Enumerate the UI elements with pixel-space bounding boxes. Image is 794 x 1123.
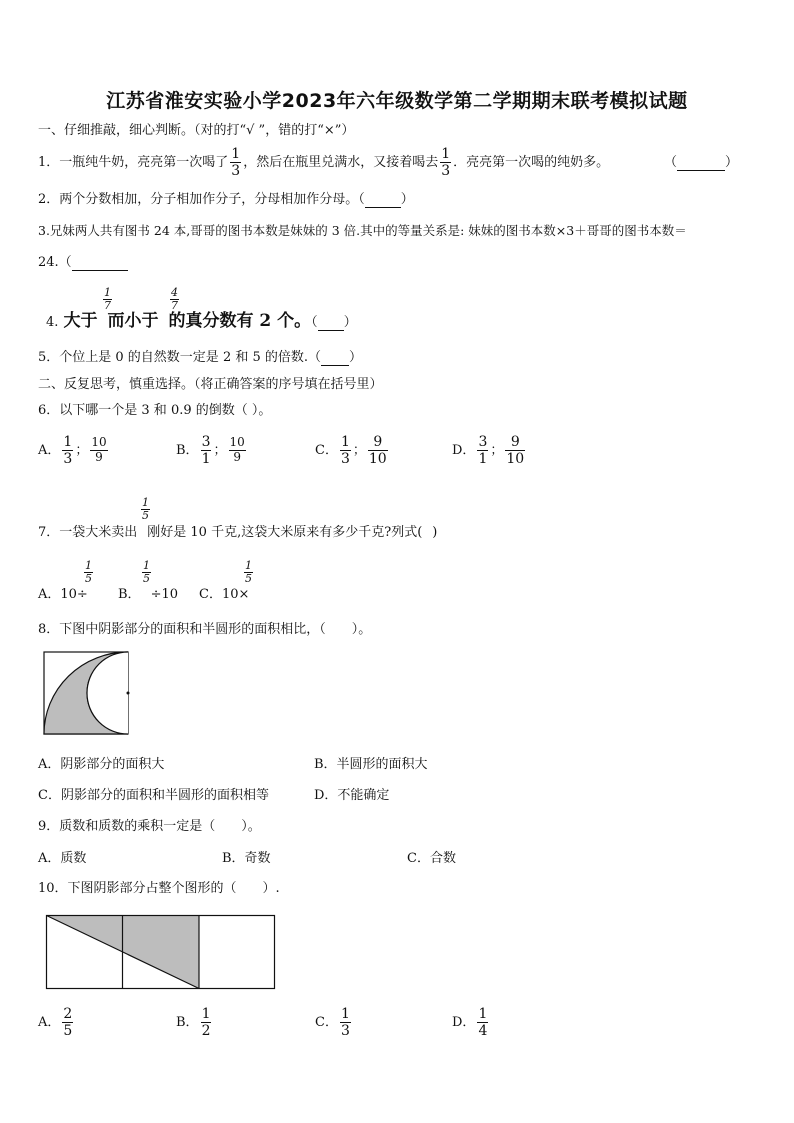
q7-option-a-fraction: 1 5 xyxy=(85,559,92,586)
q7-option-c-fraction: 1 5 xyxy=(245,559,252,586)
q8-figure xyxy=(42,650,130,736)
q10-option-b[interactable]: B． $\frac{1}{2}$ xyxy=(176,1006,211,1040)
question-5: 5．个位上是 0 的自然数一定是 2 和 5 的倍数.（ ） xyxy=(38,350,363,365)
q4-fraction-1: 1 7 xyxy=(104,286,111,313)
page-title: 江苏省淮安实验小学2023年六年级数学第二学期期末联考模拟试题 xyxy=(106,90,688,112)
q1-answer-blank[interactable]: （ ） xyxy=(664,155,739,170)
section2-heading: 二、反复思考，慎重选择。（将正确答案的序号填在括号里） xyxy=(38,377,383,392)
q8-option-c[interactable]: C．阴影部分的面积和半圆形的面积相等 xyxy=(38,788,269,803)
q10-figure xyxy=(45,914,277,990)
q4-fraction-2: 4 7 xyxy=(171,286,178,313)
section1-heading: 一、仔细推敲，细心判断。（对的打“√ ”，错的打“×”） xyxy=(38,123,355,138)
question-2: 2．两个分数相加，分子相加作分子，分母相加作分母。（ ） xyxy=(38,192,414,207)
question-4: 4. 大于 而小于 的真分数有 2 个。（ ） xyxy=(46,311,357,331)
q10-option-d[interactable]: D． $\frac{1}{4}$ xyxy=(452,1006,488,1040)
q4-text-part2: 而小于 xyxy=(107,311,159,331)
q4-text-part3: 的真分数有 2 个。 xyxy=(168,311,312,331)
q4-text-part1: 大于 xyxy=(63,311,98,331)
q5-answer-blank[interactable] xyxy=(321,350,349,366)
question-10: 10．下图阴影部分占整个图形的（ ）. xyxy=(38,881,280,896)
q4-answer-blank[interactable] xyxy=(318,315,344,331)
q9-option-b[interactable]: B．奇数 xyxy=(222,851,271,866)
fraction: $\frac{1}{3}$ xyxy=(441,146,451,180)
q7-option-c[interactable]: C．10× xyxy=(199,587,250,602)
q7-option-b[interactable]: B． ÷10 xyxy=(118,587,178,602)
fraction: $\frac{1}{3}$ xyxy=(231,146,241,180)
question-9: 9．质数和质数的乘积一定是（ ）。 xyxy=(38,819,261,834)
q6-option-c[interactable]: C． $\frac{1}{3}$ ； $\frac{9}{10}$ xyxy=(315,434,387,468)
q10-option-a[interactable]: A． $\frac{2}{5}$ xyxy=(38,1006,73,1040)
q1-text-part1: 1．一瓶纯牛奶，亮亮第一次喝了 xyxy=(38,155,229,171)
q6-option-b[interactable]: B． $\frac{3}{1}$ ； $\frac{10}{9}$ xyxy=(176,434,245,468)
q2-text: 2．两个分数相加，分子相加作分子，分母相加作分母。（ xyxy=(38,192,365,207)
question-1 xyxy=(38,146,609,179)
q10-option-c[interactable]: C． $\frac{1}{3}$ xyxy=(315,1006,350,1040)
q7-option-b-fraction: 1 5 xyxy=(143,559,150,586)
q9-option-c[interactable]: C．合数 xyxy=(407,851,456,866)
question-3-line2: 24.（ xyxy=(38,251,128,271)
q8-option-a[interactable]: A．阴影部分的面积大 xyxy=(38,757,165,772)
q7-fraction: 1 5 xyxy=(142,496,149,523)
q3-answer-blank[interactable] xyxy=(72,255,128,271)
q8-option-b[interactable]: B．半圆形的面积大 xyxy=(314,757,428,772)
q9-option-a[interactable]: A．质数 xyxy=(38,851,87,866)
q6-option-a[interactable]: A． $\frac{1}{3}$ ； $\frac{10}{9}$ xyxy=(38,434,107,468)
q6-option-d[interactable]: D． $\frac{3}{1}$ ； $\frac{9}{10}$ xyxy=(452,434,525,468)
q7-option-a[interactable]: A．10÷ xyxy=(38,587,88,602)
question-6: 6．以下哪一个是 3 和 0.9 的倒数（ ）。 xyxy=(38,403,272,418)
question-3-line1: 3.兄妹两人共有图书 24 本,哥哥的图书本数是妹妹的 3 倍.其中的等量关系是: 妹妹的图书本数×3＋哥哥的图书本数＝ xyxy=(38,223,687,238)
q1-text-part2: ，然后在瓶里兑满水，又接着喝去 xyxy=(243,155,439,171)
question-7: 7．一袋大米卖出 刚好是 10 千克,这袋大米原来有多少千克?列式( ) xyxy=(38,525,438,540)
q8-option-d[interactable]: D．不能确定 xyxy=(314,788,390,803)
question-8: 8．下图中阴影部分的面积和半圆形的面积相比，（ ）。 xyxy=(38,622,372,637)
q2-answer-blank[interactable] xyxy=(365,192,401,208)
q1-text-part3: ．亮亮第一次喝的纯奶多。 xyxy=(453,155,610,171)
q8-center-dot xyxy=(127,692,130,695)
